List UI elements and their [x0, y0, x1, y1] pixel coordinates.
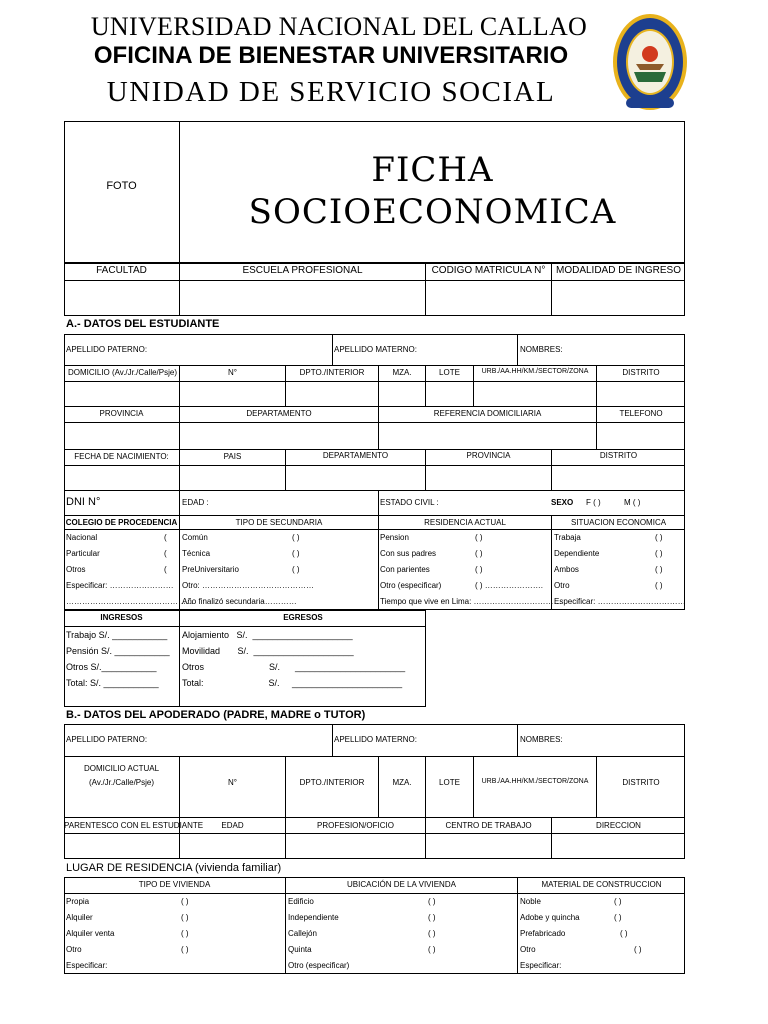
form-title-line1: FICHA — [371, 150, 494, 190]
ubicacion-quinta-check[interactable]: ( ) — [428, 945, 436, 954]
student-nombres-label: NOMBRES: — [520, 345, 563, 354]
egresos-header: EGRESOS — [283, 613, 323, 622]
material-especificar[interactable]: Especificar: — [520, 961, 562, 970]
guardian-domicilio-subheader: (Av./Jr./Calle/Psje) — [88, 778, 155, 787]
residencia-actual-header: RESIDENCIA ACTUAL — [424, 518, 506, 527]
egreso-movilidad[interactable]: Movilidad S/. ____________________ — [182, 646, 354, 656]
modalidad-header: MODALIDAD DE INGRESO — [555, 265, 682, 276]
student-sexo-label: SEXO — [551, 498, 574, 507]
student-dni-label: DNI N° — [66, 496, 101, 508]
colegio-dots: ………………………………………… — [66, 597, 194, 606]
material-option-noble: Noble — [520, 897, 541, 906]
vivienda-otro-check[interactable]: ( ) — [181, 945, 189, 954]
situacion-header: SITUACION ECONOMICA — [570, 518, 667, 527]
student-dpto-header: DPTO./INTERIOR — [299, 368, 365, 377]
student-provincia-header: PROVINCIA — [99, 409, 144, 418]
vivienda-option-otro: Otro — [66, 945, 82, 954]
material-option-adobe: Adobe y quincha — [520, 913, 580, 922]
guardian-profesion-header: PROFESION/OFICIO — [317, 821, 394, 830]
section-b-title: B.- DATOS DEL APODERADO (PADRE, MADRE o TUTOR) — [66, 709, 366, 721]
colegio-especificar[interactable]: Especificar: …………………… — [66, 581, 174, 590]
ingreso-total[interactable]: Total: S/. ___________ — [66, 678, 159, 688]
unit-name: UNIDAD DE SERVICIO SOCIAL — [106, 76, 556, 108]
situacion-ambos-check[interactable]: ( ) — [655, 565, 663, 574]
material-adobe-check[interactable]: ( ) — [614, 913, 622, 922]
sexo-m-checkbox[interactable]: M ( ) — [624, 498, 641, 507]
student-pais-header: PAIS — [223, 452, 242, 461]
residencia-tiempo[interactable]: Tiempo que vive en Lima: …………………………… — [380, 597, 562, 606]
escuela-field[interactable] — [180, 281, 425, 315]
ubicacion-option-callejon: Callejón — [288, 929, 317, 938]
residencia-option-parientes: Con parientes — [380, 565, 430, 574]
student-mza-header: MZA. — [392, 368, 412, 377]
student-fecha-nac-header: FECHA DE NACIMIENTO: — [74, 452, 169, 461]
guardian-apellido-materno-label: APELLIDO MATERNO: — [334, 735, 417, 744]
guardian-urb-header: URB./AA.HH/KM./SECTOR/ZONA — [481, 778, 589, 785]
student-departamento-header: DEPARTAMENTO — [246, 409, 312, 418]
student-distrito-header: DISTRITO — [622, 368, 660, 377]
section-a-title: A.- DATOS DEL ESTUDIANTE — [66, 318, 220, 330]
university-name: UNIVERSIDAD NACIONAL DEL CALLAO — [90, 12, 588, 41]
secundaria-comun-check[interactable]: ( ) — [292, 533, 300, 542]
ingresos-header: INGRESOS — [100, 613, 143, 622]
facultad-header: FACULTAD — [96, 265, 147, 276]
guardian-domicilio-header: DOMICILIO ACTUAL — [83, 764, 160, 773]
material-prefabricado-check[interactable]: ( ) — [620, 929, 628, 938]
guardian-apellido-paterno-label: APELLIDO PATERNO: — [66, 735, 148, 744]
colegio-otros-check[interactable]: ( — [164, 565, 167, 574]
guardian-direccion-header: DIRECCION — [596, 821, 641, 830]
codigo-header: CODIGO MATRICULA N° — [431, 265, 546, 276]
residencia-option-pension: Pension — [380, 533, 409, 542]
guardian-nombres-label: NOMBRES: — [520, 735, 563, 744]
student-dist-nac-header: DISTRITO — [599, 451, 638, 460]
situacion-option-otro: Otro — [554, 581, 570, 590]
student-domicilio-header: DOMICILIO (Av./Jr./Calle/Psje) — [67, 368, 177, 377]
secundaria-preu-check[interactable]: ( ) — [292, 565, 300, 574]
colegio-option-particular: Particular — [66, 549, 100, 558]
material-option-prefabricado: Prefabricado — [520, 929, 566, 938]
student-prov-nac-header: PROVINCIA — [466, 451, 511, 460]
vivienda-option-propia: Propia — [66, 897, 90, 906]
guardian-distrito-header: DISTRITO — [622, 778, 660, 787]
residencia-otro-check[interactable]: ( ) …………………. — [475, 581, 543, 590]
ingreso-trabajo[interactable]: Trabajo S/. ___________ — [66, 630, 168, 640]
residencia-parientes-check[interactable]: ( ) — [475, 565, 483, 574]
facultad-field[interactable] — [65, 281, 179, 315]
material-noble-check[interactable]: ( ) — [614, 897, 622, 906]
ubicacion-option-edificio: Edificio — [288, 897, 314, 906]
secundaria-option-tecnica: Técnica — [182, 549, 211, 558]
student-apellido-materno-label: APELLIDO MATERNO: — [334, 345, 417, 354]
ubicacion-edificio-check[interactable]: ( ) — [428, 897, 436, 906]
ubicacion-option-independiente: Independiente — [288, 913, 339, 922]
vivienda-propia-check[interactable]: ( ) — [181, 897, 189, 906]
situacion-option-trabaja: Trabaja — [554, 533, 581, 542]
secundaria-option-preu: PreUniversitario — [182, 565, 239, 574]
vivienda-option-alquiler: Alquiler — [66, 913, 93, 922]
student-lote-header: LOTE — [439, 368, 460, 377]
vivienda-alquiler-venta-check[interactable]: ( ) — [181, 929, 189, 938]
guardian-data-table — [64, 724, 685, 859]
family-residence-table — [64, 877, 685, 974]
colegio-particular-check[interactable]: ( — [164, 549, 167, 558]
student-apellido-paterno-label: APELLIDO PATERNO: — [66, 345, 148, 354]
office-name: OFICINA DE BIENESTAR UNIVERSITARIO — [93, 42, 569, 69]
photo-label: FOTO — [106, 180, 137, 192]
situacion-especificar[interactable]: Especificar: …………………………… — [554, 597, 686, 606]
guardian-parentesco-header: PARENTESCO CON EL ESTUDIANTE — [64, 821, 204, 830]
codigo-field[interactable] — [426, 281, 551, 315]
material-option-otro: Otro — [520, 945, 536, 954]
tipo-vivienda-header: TIPO DE VIVIENDA — [138, 880, 211, 889]
egreso-otros[interactable]: Otros S/. ______________________ — [182, 662, 406, 672]
secundaria-otro[interactable]: Otro: …………………………………… — [182, 581, 315, 590]
residence-section-title: LUGAR DE RESIDENCIA (vivienda familiar) — [66, 862, 282, 874]
situacion-otro-check[interactable]: ( ) — [655, 581, 663, 590]
ingreso-pension[interactable]: Pensión S/. ___________ — [66, 646, 170, 656]
student-dep-nac-header: DEPARTAMENTO — [322, 451, 389, 460]
ingreso-otros[interactable]: Otros S/.___________ — [66, 662, 157, 672]
ubicacion-option-quinta: Quinta — [288, 945, 312, 954]
situacion-trabaja-check[interactable]: ( ) — [655, 533, 663, 542]
student-edad-label: EDAD : — [182, 498, 209, 507]
material-otro-check[interactable]: ( ) — [634, 945, 642, 954]
colegio-header: COLEGIO DE PROCEDENCIA — [65, 518, 178, 527]
vivienda-especificar[interactable]: Especificar: — [66, 961, 108, 970]
ubicacion-header: UBICACIÓN DE LA VIVIENDA — [347, 880, 456, 889]
secundaria-anio[interactable]: Año finalizó secundaria………… — [182, 597, 297, 606]
residencia-padres-check[interactable]: ( ) — [475, 549, 483, 558]
escuela-header: ESCUELA PROFESIONAL — [242, 265, 363, 276]
colegio-option-nacional: Nacional — [66, 533, 98, 542]
residencia-pension-check[interactable]: ( ) — [475, 533, 483, 542]
guardian-mza-header: MZA. — [392, 778, 412, 787]
student-numero-header: N° — [228, 368, 237, 377]
sexo-f-checkbox[interactable]: F ( ) — [586, 498, 601, 507]
secundaria-tecnica-check[interactable]: ( ) — [292, 549, 300, 558]
university-seal-logo — [612, 12, 688, 112]
secundaria-option-comun: Común — [182, 533, 208, 542]
vivienda-option-alquiler-venta: Alquiler venta — [66, 929, 115, 938]
colegio-nacional-check[interactable]: ( — [164, 533, 167, 542]
colegio-option-otros: Otros — [66, 565, 86, 574]
guardian-centro-header: CENTRO DE TRABAJO — [445, 821, 532, 830]
guardian-numero-header: N° — [228, 778, 237, 787]
material-header: MATERIAL DE CONSTRUCCION — [541, 880, 662, 889]
guardian-lote-header: LOTE — [439, 778, 460, 787]
situacion-option-ambos: Ambos — [554, 565, 579, 574]
vivienda-alquiler-check[interactable]: ( ) — [181, 913, 189, 922]
residencia-option-padres: Con sus padres — [380, 549, 437, 558]
modalidad-field[interactable] — [552, 281, 684, 315]
situacion-option-dependiente: Dependiente — [554, 549, 600, 558]
student-estado-civil-label: ESTADO CIVIL : — [380, 498, 439, 507]
student-referencia-header: REFERENCIA DOMICILIARIA — [433, 409, 542, 418]
secundaria-header: TIPO DE SECUNDARIA — [235, 518, 323, 527]
egreso-total[interactable]: Total: S/. ______________________ — [182, 678, 403, 688]
ubicacion-otro[interactable]: Otro (especificar) — [288, 961, 350, 970]
egreso-alojamiento[interactable]: Alojamiento S/. ____________________ — [182, 630, 353, 640]
student-urb-header: URB./AA.HH/KM./SECTOR/ZONA — [481, 368, 589, 375]
income-expenses-table — [64, 610, 426, 707]
situacion-dependiente-check[interactable]: ( ) — [655, 549, 663, 558]
guardian-edad-header: EDAD — [221, 821, 244, 830]
student-telefono-header: TELEFONO — [619, 409, 663, 418]
ubicacion-independiente-check[interactable]: ( ) — [428, 913, 436, 922]
form-title-line2: SOCIOECONOMICA — [248, 192, 617, 232]
guardian-dpto-header: DPTO./INTERIOR — [299, 778, 365, 787]
residencia-option-otro: Otro (especificar) — [380, 581, 442, 590]
ubicacion-callejon-check[interactable]: ( ) — [428, 929, 436, 938]
